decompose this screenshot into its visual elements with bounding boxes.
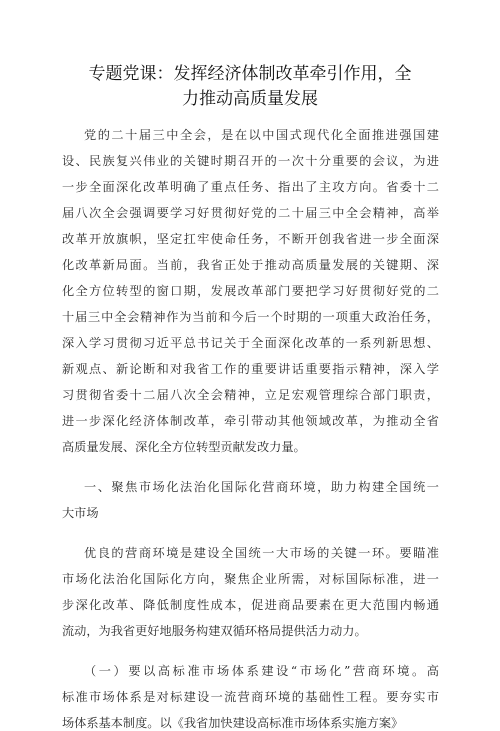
paragraph-1-line-6: 化改革新局面。当前，我省正处于推动高质量发展的关键期、深 [62, 258, 439, 272]
paragraph-3-line-4: 流动，为我省更好地服务构建双循环格局提供活力动力。 [62, 624, 367, 638]
paragraph-1-line-11: 习贯彻省委十二届八次全会精神，立足宏观管理综合部门职责， [62, 388, 439, 402]
paragraph-1-line-10: 新观点、新论断和对我省工作的重要讲话重要指示精神，深入学 [62, 362, 439, 376]
section-heading-1-line-1: 一、聚焦市场化法治化国际化营商环境，助力构建全国统一 [84, 480, 439, 494]
paragraph-1-line-13: 高质量发展、深化全方位转型贡献发改力量。 [62, 440, 306, 454]
paragraph-1-line-8: 十届三中全会精神作为当前和今后一个时期的一项重大政治任务， [62, 310, 439, 324]
paragraph-1-line-3: 一步全面深化改革明确了重点任务、指出了主攻方向。省委十二 [62, 180, 439, 194]
document-title-line-2: 力推动高质量发展 [182, 89, 318, 109]
paragraph-1-line-2: 设、民族复兴伟业的关键时期召开的一次十分重要的会议，为进 [62, 154, 439, 168]
subsection-1-line-3: 场体系基本制度。以《我省加快建设高标准市场体系实施方案》 [62, 716, 404, 730]
paragraph-1-line-9: 深入学习贯彻习近平总书记关于全面深化改革的一系列新思想、 [62, 336, 439, 350]
section-heading-1-line-2: 大市场 [62, 506, 99, 520]
paragraph-1-line-1: 党的二十届三中全会，是在以中国式现代化全面推进强国建 [84, 128, 439, 142]
subsection-1-line-2: 标准市场体系是对标建设一流营商环境的基础性工程。要夯实市 [62, 690, 439, 704]
paragraph-1-line-5: 改革开放旗帜，坚定扛牢使命任务，不断开创我省进一步全面深 [62, 232, 439, 246]
paragraph-3-line-1: 优良的营商环境是建设全国统一大市场的关键一环。要瞄准 [84, 546, 439, 560]
subsection-1-line-1: （一）要以高标准市场体系建设“市场化”营商环境。高 [84, 664, 439, 678]
paragraph-3-line-2: 市场化法治化国际化方向，聚焦企业所需，对标国际标准，进一 [62, 572, 439, 586]
paragraph-1-line-12: 进一步深化经济体制改革，牵引带动其他领域改革，为推动全省 [62, 414, 439, 428]
paragraph-1-line-7: 化全方位转型的窗口期，发展改革部门要把学习好贯彻好党的二 [62, 284, 439, 298]
paragraph-3-line-3: 步深化改革、降低制度性成本，促进商品要素在更大范围内畅通 [62, 598, 439, 612]
document-title-line-1: 专题党课：发挥经济体制改革牵引作用，全 [88, 64, 412, 84]
paragraph-1-line-4: 届八次全会强调要学习好贯彻好党的二十届三中全会精神，高举 [62, 206, 439, 220]
